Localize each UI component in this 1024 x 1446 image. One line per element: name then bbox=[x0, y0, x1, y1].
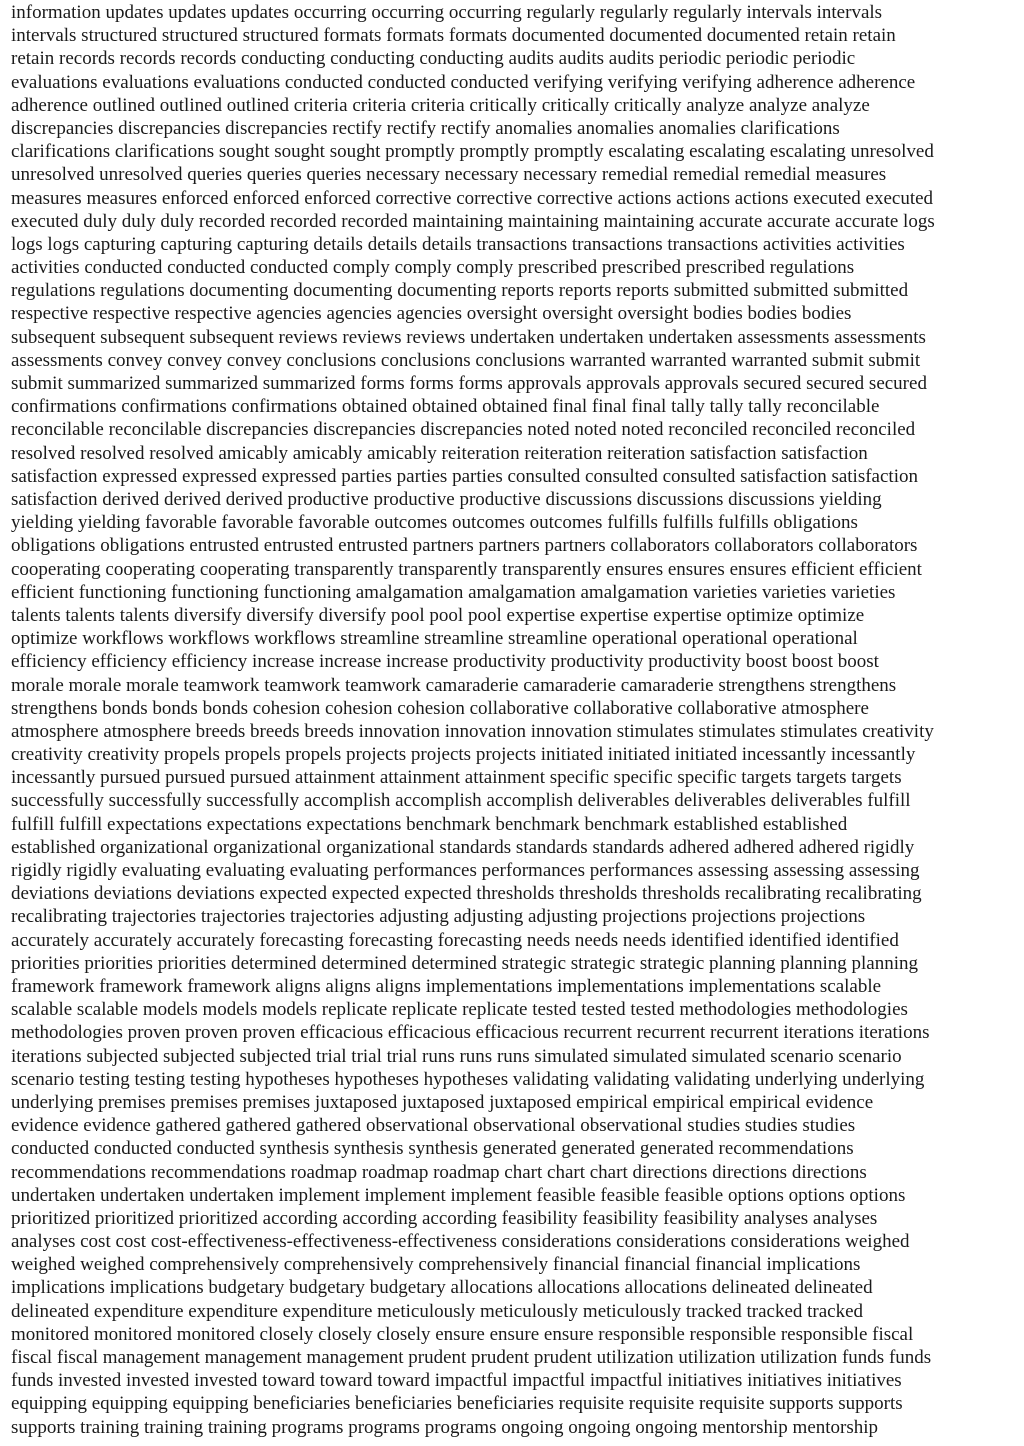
text-line: recommendations recommendations roadmap roadmap roadmap chart chart chart directions directions directions bbox=[11, 1161, 867, 1183]
text-line: confirmations confirmations confirmations obtained obtained obtained final final final tally tally tally reconcilable bbox=[11, 396, 880, 418]
text-line: subsequent subsequent subsequent reviews reviews reviews undertaken undertaken undertaken assessments assessments bbox=[11, 326, 926, 348]
text-line: recalibrating trajectories trajectories trajectories adjusting adjusting adjusting projections projections projections bbox=[11, 906, 866, 928]
text-line: delineated expenditure expenditure expenditure meticulously meticulously meticulously tracked tracked tracked bbox=[11, 1300, 864, 1322]
text-line: evaluations evaluations evaluations conducted conducted conducted verifying verifying verifying adherence adherence bbox=[11, 71, 916, 93]
text-line: assessments convey convey convey conclusions conclusions conclusions warranted warranted warranted submit submit bbox=[11, 349, 921, 371]
text-line: successfully successfully successfully accomplish accomplish accomplish deliverables deliverables deliverables fulfill bbox=[11, 790, 911, 812]
text-line: unresolved unresolved queries queries queries necessary necessary necessary remedial remedial remedial measures bbox=[11, 164, 887, 186]
text-line: information updates updates updates occurring occurring occurring regularly regularly regularly intervals intervals bbox=[11, 2, 883, 23]
text-line: underlying premises premises premises juxtaposed juxtaposed juxtaposed empirical empirical empirical evidence bbox=[11, 1091, 874, 1113]
text-line: monitored monitored monitored closely closely closely ensure ensure ensure responsible responsible responsible fiscal bbox=[11, 1323, 914, 1345]
text-line: morale morale morale teamwork teamwork teamwork camaraderie camaraderie camaraderie strengthens strengthens bbox=[11, 674, 897, 696]
text-line: optimize workflows workflows workflows streamline streamline streamline operational operational operational bbox=[11, 628, 858, 650]
text-line: strengthens bonds bonds bonds cohesion cohesion cohesion collaborative collaborative collaborative atmosphere bbox=[11, 697, 869, 719]
text-line: cooperating cooperating cooperating transparently transparently transparently ensures ensures ensures efficient efficient bbox=[11, 558, 922, 580]
text-line: talents talents talents diversify diversify diversify pool pool pool expertise expertise expertise optimize optimize bbox=[11, 604, 865, 626]
text-line: satisfaction derived derived derived productive productive productive discussions discussions discussions yielding bbox=[11, 488, 882, 510]
text-line: respective respective respective agencies agencies agencies oversight oversight oversight bodies bodies bodies bbox=[11, 303, 852, 325]
text-line: adherence outlined outlined outlined criteria criteria criteria critically critically critically analyze analyze analyze bbox=[11, 94, 870, 116]
text-line: atmosphere atmosphere breeds breeds breeds innovation innovation innovation stimulates stimulates stimulates creativity bbox=[11, 720, 934, 742]
text-line: supports training training training programs programs programs ongoing ongoing ongoing mentorship mentorship bbox=[11, 1416, 879, 1438]
text-line: reconcilable reconcilable discrepancies discrepancies discrepancies noted noted noted reconciled reconciled reconciled bbox=[11, 419, 916, 441]
text-line: efficiency efficiency efficiency increase increase increase productivity productivity productivity boost boost boost bbox=[11, 651, 879, 673]
text-line: analyses cost cost cost-effectiveness-effectiveness-effectiveness considerations considerations considerations weighed bbox=[11, 1231, 910, 1253]
text-line: scalable scalable models models models replicate replicate replicate tested tested tested methodologies methodologies bbox=[11, 999, 908, 1021]
text-line: activities conducted conducted conducted comply comply comply prescribed prescribed prescribed regulations bbox=[11, 257, 855, 279]
text-line: implications implications budgetary budgetary budgetary allocations allocations allocations delineated delineated bbox=[11, 1277, 873, 1299]
text-line: prioritized prioritized prioritized according according according feasibility feasibility feasibility analyses analyses bbox=[11, 1207, 878, 1229]
text-line: obligations obligations entrusted entrusted entrusted partners partners partners collaborators collaborators collaborators bbox=[11, 535, 918, 557]
text-line: evidence evidence gathered gathered gathered observational observational observational studies studies studies bbox=[11, 1115, 856, 1137]
text-line: scenario testing testing testing hypotheses hypotheses hypotheses validating validating validating underlying underlying bbox=[11, 1068, 925, 1090]
text-line: iterations subjected subjected subjected trial trial trial runs runs runs simulated simulated simulated scenario scenario bbox=[11, 1045, 902, 1067]
text-line: executed duly duly duly recorded recorded recorded maintaining maintaining maintaining accurate accurate accurate logs bbox=[11, 210, 935, 232]
text-line: fiscal fiscal management management management prudent prudent prudent utilization utilization utilization funds funds bbox=[11, 1347, 932, 1369]
text-line: deviations deviations deviations expected expected expected thresholds thresholds thresholds recalibrating recalibrating bbox=[11, 883, 922, 905]
text-line: creativity creativity propels propels propels projects projects projects initiated initiated initiated incessantly incessantly bbox=[11, 744, 916, 766]
text-line: conducted conducted conducted synthesis synthesis synthesis generated generated generated recommendations bbox=[11, 1138, 854, 1160]
text-line: equipping equipping equipping beneficiaries beneficiaries beneficiaries requisite requisite requisite supports supports bbox=[11, 1393, 903, 1415]
text-line: logs logs capturing capturing capturing details details details transactions transactions transactions activities activities bbox=[11, 233, 905, 255]
text-line: rigidly rigidly evaluating evaluating evaluating performances performances performances assessing assessing assessing bbox=[11, 860, 920, 882]
text-line: submit summarized summarized summarized forms forms forms approvals approvals approvals secured secured secured bbox=[11, 373, 927, 395]
text-line: resolved resolved resolved amicably amicably amicably reiteration reiteration reiteration satisfaction satisfaction bbox=[11, 442, 868, 464]
text-line: satisfaction expressed expressed expressed parties parties parties consulted consulted consulted satisfaction satisfaction bbox=[11, 465, 918, 487]
text-line: discrepancies discrepancies discrepancies rectify rectify rectify anomalies anomalies anomalies clarifications bbox=[11, 117, 840, 139]
text-line: priorities priorities priorities determined determined determined strategic strategic strategic planning planning planning bbox=[11, 952, 918, 974]
text-line: undertaken undertaken undertaken implement implement implement feasible feasible feasible options options options bbox=[11, 1184, 906, 1206]
text-line: efficient functioning functioning functioning amalgamation amalgamation amalgamation varieties varieties varieties bbox=[11, 581, 896, 603]
text-line: established organizational organizational organizational standards standards standards adhered adhered adhered rigidly bbox=[11, 836, 915, 858]
text-line: framework framework framework aligns aligns aligns implementations implementations implementations scalable bbox=[11, 975, 882, 997]
text-line: accurately accurately accurately forecasting forecasting forecasting needs needs needs identified identified identified bbox=[11, 929, 899, 951]
text-line: measures measures enforced enforced enforced corrective corrective corrective actions actions actions executed executed bbox=[11, 187, 934, 209]
text-line: yielding yielding favorable favorable favorable outcomes outcomes outcomes fulfills fulfills fulfills obligations bbox=[11, 512, 858, 534]
text-line: weighed weighed comprehensively comprehensively comprehensively financial financial financial implications bbox=[11, 1254, 861, 1276]
text-line: funds invested invested invested toward toward toward impactful impactful impactful initiatives initiatives initiatives bbox=[11, 1370, 902, 1392]
text-line: methodologies proven proven proven efficacious efficacious efficacious recurrent recurrent recurrent iterations iterations bbox=[11, 1022, 930, 1044]
text-line: fulfill fulfill expectations expectations expectations benchmark benchmark benchmark established established bbox=[11, 813, 848, 835]
text-line: clarifications clarifications sought sought sought promptly promptly promptly escalating escalating escalating unresolved bbox=[11, 141, 934, 163]
text-line: intervals structured structured structured formats formats formats documented documented documented retain retain bbox=[11, 25, 896, 47]
text-line: regulations regulations documenting documenting documenting reports reports reports submitted submitted submitted bbox=[11, 280, 909, 302]
text-line: incessantly pursued pursued pursued attainment attainment attainment specific specific specific targets targets targets bbox=[11, 767, 902, 789]
text-line: retain records records records conducting conducting conducting audits audits audits periodic periodic periodic bbox=[11, 48, 856, 70]
